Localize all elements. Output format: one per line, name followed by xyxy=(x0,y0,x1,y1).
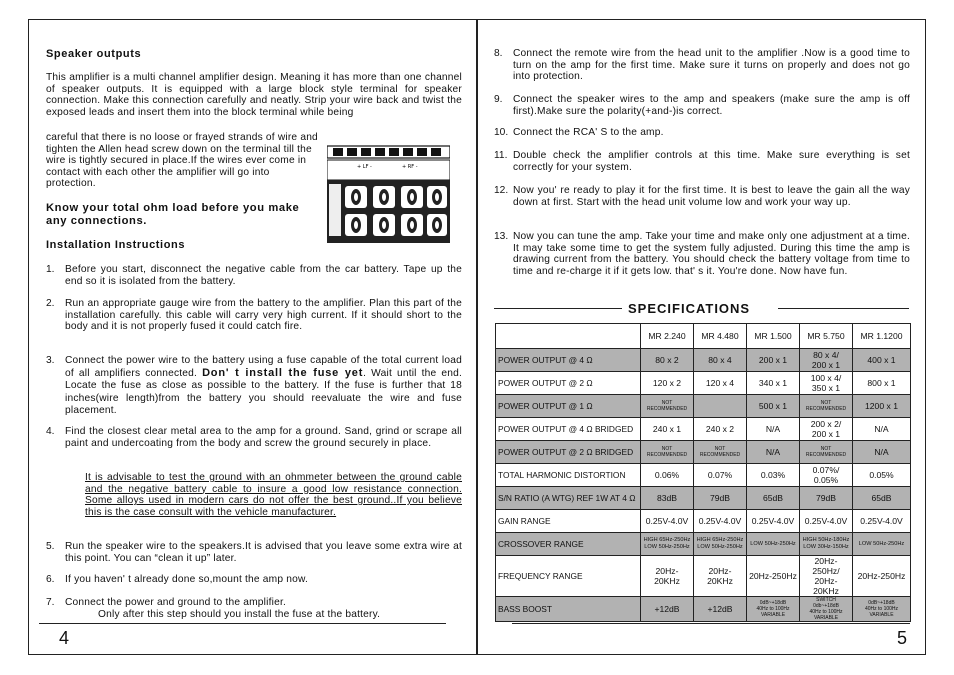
right-page xyxy=(477,19,926,655)
spec-value: NOT RECOMMENDED xyxy=(694,441,747,464)
spec-value: 500 x 1 xyxy=(747,395,800,418)
spec-value: 0.07%/ 0.05% xyxy=(800,464,853,487)
spec-label: POWER OUTPUT @ 1 Ω xyxy=(496,395,641,418)
step-number: 5. xyxy=(46,541,55,552)
step-number: 6. xyxy=(46,574,55,585)
ground-test-note: It is advisable to test the ground with an ohmmeter between the ground cable and the negative battery cable to insure a good low resistance connection. Some alloys used in modern cars do not offer the best ground..If you believe this is the case consult with the vehicle manufacturer. xyxy=(85,472,462,518)
step-text: Double check the amplifier controls at this time. Make sure everything is set correctly for your system. xyxy=(513,150,910,173)
spec-value: 65dB xyxy=(747,487,800,510)
spec-value: NOT RECOMMENDED xyxy=(800,395,853,418)
spec-value: 83dB xyxy=(641,487,694,510)
spec-value: NOT RECOMMENDED xyxy=(641,441,694,464)
amplifier-terminal-image xyxy=(327,140,450,243)
spec-label: POWER OUTPUT @ 2 Ω BRIDGED xyxy=(496,441,641,464)
spec-value: 100 x 4/ 350 x 1 xyxy=(800,372,853,395)
spec-row xyxy=(496,597,911,622)
spec-value: 20Hz-250Hz xyxy=(747,556,800,597)
spec-row xyxy=(496,464,911,487)
step-text: If you haven' t already done so,mount the amp now. xyxy=(65,574,309,585)
spec-value: 0dB~+18dB 40Hz to 100Hz VARIABLE xyxy=(747,597,800,622)
spec-value: 0.25V-4.0V xyxy=(800,510,853,533)
footer-rule xyxy=(512,623,910,624)
step-text: Run the speaker wire to the speakers.It is advised that you leave some extra wire at this point. You can “clean it up” later. xyxy=(65,541,462,564)
spec-value: 65dB xyxy=(853,487,911,510)
svg-text:+ LF -: + LF - xyxy=(357,164,372,170)
step-number: 13. xyxy=(494,231,509,242)
step-number: 12. xyxy=(494,185,509,196)
spec-value: 120 x 4 xyxy=(694,372,747,395)
spec-value: 1200 x 1 xyxy=(853,395,911,418)
spec-label: CROSSOVER RANGE xyxy=(496,533,641,556)
model-header: MR 1.1200 xyxy=(853,324,911,349)
spec-value: 20Hz-250Hz xyxy=(853,556,911,597)
page-number: 4 xyxy=(59,628,70,648)
step-number: 7. xyxy=(46,597,55,608)
spec-label: TOTAL HARMONIC DISTORTION xyxy=(496,464,641,487)
spec-label: S/N RATIO (A WTG) REF 1W AT 4 Ω xyxy=(496,487,641,510)
spec-value: NOT RECOMMENDED xyxy=(800,441,853,464)
spec-value: 20Hz-20KHz xyxy=(641,556,694,597)
step-text: Run an appropriate gauge wire from the battery to the amplifier. Plan this part of the installation carefully. this cable will carry very high current. If it should short to the body and it is not properly fused it could catch fire. xyxy=(65,298,462,333)
step-text: Now you' re ready to play it for the first time. It is best to leave the gain all the way down at first. Start with the head unit volume low and work your way up. xyxy=(513,185,910,208)
speaker-outputs-text-continued: careful that there is no loose or frayed strands of wire and tighten the Allen head screw down on the terminal till the wire is tightly secured in place.If the wires ever come in contact with each other the amplifier will go into protection. xyxy=(46,132,318,190)
spec-value: N/A xyxy=(747,418,800,441)
footer-rule xyxy=(39,623,446,624)
ohm-load-warning: Know your total ohm load before you make any connections. xyxy=(46,202,300,227)
model-header: MR 4.480 xyxy=(694,324,747,349)
spec-value: 340 x 1 xyxy=(747,372,800,395)
spec-row xyxy=(496,395,911,418)
fuse-warning: Don' t install the fuse yet xyxy=(202,367,364,380)
installation-instructions-heading: Installation Instructions xyxy=(46,239,186,251)
spec-value: 120 x 2 xyxy=(641,372,694,395)
spec-label: BASS BOOST xyxy=(496,597,641,622)
spec-value: HIGH 65Hz-250Hz LOW 50Hz-250Hz xyxy=(694,533,747,556)
spec-label: FREQUENCY RANGE xyxy=(496,556,641,597)
spec-value: 240 x 1 xyxy=(641,418,694,441)
step-number: 9. xyxy=(494,94,503,105)
spec-value: 200 x 1 xyxy=(747,349,800,372)
step-number: 11. xyxy=(494,150,508,161)
spec-label: GAIN RANGE xyxy=(496,510,641,533)
step-text-part: . Wait until the end. Locate the fuse as close as possible to the battery. If the fuse is further that 18 inches(wire length)from the battery you should reevaluate the wire and fuse placement. xyxy=(65,368,463,416)
spec-value: 79dB xyxy=(694,487,747,510)
spec-value xyxy=(694,395,747,418)
spec-value: SWITCH 0db~+18dB 40Hz to 100Hz VARIABLE xyxy=(800,597,853,622)
spec-value: 240 x 2 xyxy=(694,418,747,441)
spec-value: 0.06% xyxy=(641,464,694,487)
step-number: 8. xyxy=(494,48,503,59)
spec-value: 0.05% xyxy=(853,464,911,487)
spec-value: 0.03% xyxy=(747,464,800,487)
specifications-heading: SPECIFICATIONS xyxy=(628,301,751,316)
svg-text:+ RF -: + RF - xyxy=(402,164,418,170)
spec-label: POWER OUTPUT @ 2 Ω xyxy=(496,372,641,395)
spec-value: 0.25V-4.0V xyxy=(641,510,694,533)
spec-value: LOW 50Hz-250Hz xyxy=(747,533,800,556)
spec-value: N/A xyxy=(853,418,911,441)
spec-value: HIGH 65Hz-250Hz LOW 50Hz-250Hz xyxy=(641,533,694,556)
heading-rule-left xyxy=(494,308,622,309)
spec-value: 0.25V-4.0V xyxy=(853,510,911,533)
spec-row xyxy=(496,556,911,597)
step-number: 2. xyxy=(46,298,55,309)
spec-value: N/A xyxy=(747,441,800,464)
spec-value: 20Hz-20KHz xyxy=(694,556,747,597)
spec-value: 400 x 1 xyxy=(853,349,911,372)
spec-row xyxy=(496,372,911,395)
step-text: Only after this step should you install the fuse at the battery. xyxy=(98,609,381,620)
model-header: MR 1.500 xyxy=(747,324,800,349)
step-text: Connect the power and ground to the amplifier. xyxy=(65,597,287,608)
spec-value: 79dB xyxy=(800,487,853,510)
spec-label: POWER OUTPUT @ 4 Ω xyxy=(496,349,641,372)
table-header-row xyxy=(496,324,911,349)
step-text-part: Connect the power wire to the battery using a fuse capable of the total current load of all amplifiers connected. xyxy=(65,355,462,380)
specifications-table-body xyxy=(496,349,911,622)
spec-value: LOW 50Hz-250Hz xyxy=(853,533,911,556)
spec-value: +12dB xyxy=(641,597,694,622)
spec-value: 80 x 2 xyxy=(641,349,694,372)
spec-row xyxy=(496,533,911,556)
step-number: 3. xyxy=(46,355,55,366)
left-page xyxy=(28,19,477,655)
page-number: 5 xyxy=(896,628,907,648)
step-number: 1. xyxy=(46,264,55,275)
spec-value: +12dB xyxy=(694,597,747,622)
spec-value: 0dB~+18dB 40Hz to 100Hz VARIABLE xyxy=(853,597,911,622)
spec-row xyxy=(496,418,911,441)
step-number: 4. xyxy=(46,426,55,437)
spec-value: N/A xyxy=(853,441,911,464)
spec-row xyxy=(496,349,911,372)
spec-row xyxy=(496,510,911,533)
model-header: MR 5.750 xyxy=(800,324,853,349)
spec-value: 80 x 4/ 200 x 1 xyxy=(800,349,853,372)
step-text: Connect the RCA' S to the amp. xyxy=(513,127,664,138)
heading-rule-right xyxy=(778,308,909,309)
step-text: Connect the speaker wires to the amp and speakers (make sure the amp is off first).Make sure the polarity(+and-)is correct. xyxy=(513,94,910,117)
speaker-outputs-text: This amplifier is a multi channel amplifier design. Meaning it has more than one channel of speaker outputs. It is equipped with a large block style terminal for speaker connection. Make this connection carefully and neatly. Strip your wire back and twist the exposed leads and insert them into the block terminal while being xyxy=(46,72,462,118)
spec-value: 20Hz-250Hz/ 20Hz-20KHz xyxy=(800,556,853,597)
spec-value: 0.25V-4.0V xyxy=(694,510,747,533)
spec-value: 80 x 4 xyxy=(694,349,747,372)
spec-label: POWER OUTPUT @ 4 Ω BRIDGED xyxy=(496,418,641,441)
spec-row xyxy=(496,441,911,464)
model-header: MR 2.240 xyxy=(641,324,694,349)
spec-row xyxy=(496,487,911,510)
spec-value: 0.07% xyxy=(694,464,747,487)
specifications-table xyxy=(495,323,911,622)
step-number: 10. xyxy=(494,127,509,138)
spec-value: NOT RECOMMENDED xyxy=(641,395,694,418)
spec-value: 0.25V-4.0V xyxy=(747,510,800,533)
step-text: Now you can tune the amp. Take your time and make only one adjustment at a time. It may take some time to get the system fully adjusted. During this time the amp is drawing current from the battery. You should check the battery voltage from time to time and re-charge it if it gets low. that' s it. You're done. Now have fun. xyxy=(513,231,910,277)
step-text xyxy=(65,355,462,417)
step-text: Before you start, disconnect the negative cable from the car battery. Tape up the end so it is isolated from the battery. xyxy=(65,264,462,287)
step-text: Find the closest clear metal area to the amp for a ground. Sand, grind or scrape all paint and undercoating from the body and screw the ground securely in place. xyxy=(65,426,462,449)
spec-value: 200 x 2/ 200 x 1 xyxy=(800,418,853,441)
step-text: Connect the remote wire from the head unit to the amplifier .Now is a good time to turn on the amp for the first time. Make sure it turns on properly and does not go into protection. xyxy=(513,48,910,83)
table-corner-cell xyxy=(496,324,641,349)
spec-value: 800 x 1 xyxy=(853,372,911,395)
spec-value: HIGH 50Hz-180Hz LOW 30Hz-150Hz xyxy=(800,533,853,556)
speaker-outputs-heading: Speaker outputs xyxy=(46,48,142,60)
